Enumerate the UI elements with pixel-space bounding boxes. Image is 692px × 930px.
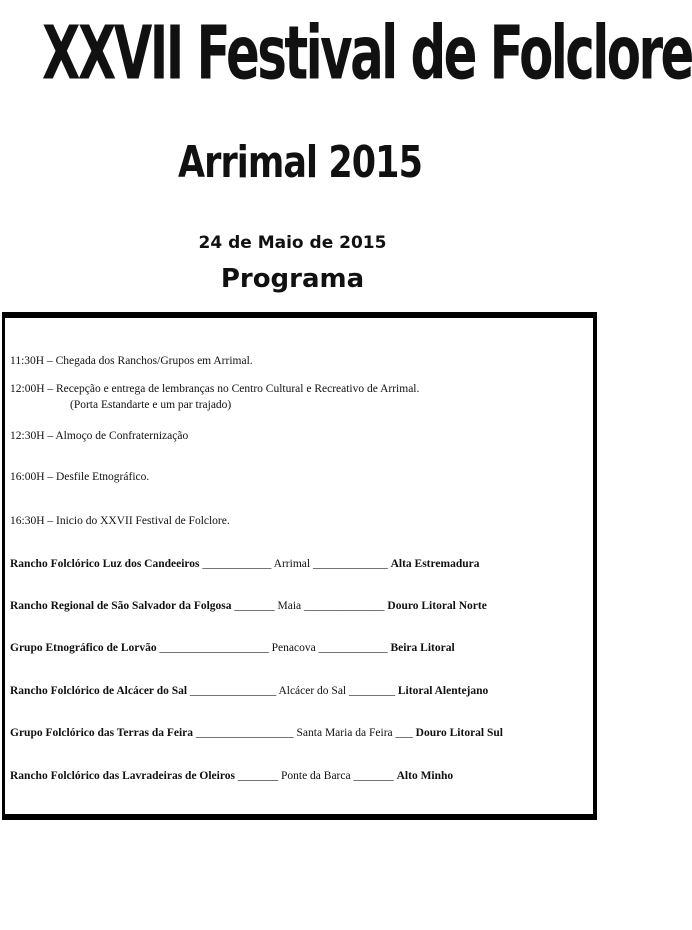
schedule-time: 12:00H [10,383,45,395]
festival-subtitle: Arrimal 2015 [178,136,422,188]
separator: ____________ [202,558,272,570]
group-place: Ponte da Barca [280,770,351,782]
separator: ______________ [304,600,385,612]
separator: ___________________ [159,642,269,654]
schedule-item [10,429,188,443]
group-name: Rancho Folclórico das Lavradeiras de Oleiros [10,770,235,782]
separator: _______ [237,770,279,782]
schedule-text: Desfile Etnográfico. [56,471,150,483]
schedule-time: 11:30H [10,355,45,367]
dash: – [47,383,54,395]
schedule-text: Recepção e entrega de lembranças no Centro Cultural e Recreativo de Arrimal. [56,383,420,395]
group-place: Maia [277,600,302,612]
group-region: Litoral Alentejano [397,685,489,697]
dash: – [47,430,54,442]
schedule-item [10,354,253,368]
dash: – [47,515,54,527]
group-row [10,684,488,698]
group-region: Alta Estremadura [390,558,480,570]
dash: – [47,471,54,483]
separator: ________ [349,685,396,697]
group-region: Douro Litoral Sul [415,727,503,739]
group-name: Grupo Etnográfico de Lorvão [10,642,157,654]
separator: _______________ [189,685,277,697]
group-name: Grupo Folclórico das Terras da Feira [10,727,194,739]
group-name: Rancho Folclórico Luz dos Candeeiros [10,558,200,570]
separator: _______ [353,770,394,782]
schedule-time: 16:00H [10,471,45,483]
program-box [2,312,597,820]
separator: ___ [395,727,413,739]
schedule-text: Almoço de Confraternização [55,430,189,442]
group-row [10,641,455,655]
group-name: Rancho Folclórico de Alcácer do Sal [10,685,188,697]
group-name: Rancho Regional de São Salvador da Folgosa [10,600,232,612]
dash: – [46,355,53,367]
group-place: Penacova [271,642,316,654]
schedule-time: 16:30H [10,515,45,527]
group-row [10,769,453,783]
schedule-item [10,514,230,528]
group-row [10,726,503,740]
group-region: Alto Minho [396,770,454,782]
separator: _______ [234,600,275,612]
separator: _________________ [195,727,294,739]
group-place: Santa Maria da Feira [296,727,393,739]
schedule-time: 12:30H [10,430,45,442]
group-place: Alcácer do Sal [278,685,347,697]
schedule-item [10,382,419,396]
schedule-text: Chegada dos Ranchos/Grupos em Arrimal. [55,355,253,367]
section-heading: Programa [220,264,365,294]
group-place: Arrimal [273,558,311,570]
group-row [10,557,479,571]
festival-title: XXVII Festival de Folclore [42,9,692,97]
group-region: Douro Litoral Norte [387,600,487,612]
schedule-item [10,470,149,484]
schedule-text: Inicio do XXVII Festival de Folclore. [56,515,230,527]
group-region: Beira Litoral [390,642,455,654]
event-date: 24 de Maio de 2015 [198,233,387,253]
separator: _____________ [312,558,388,570]
group-row [10,599,487,613]
separator: ____________ [318,642,388,654]
schedule-note: (Porta Estandarte e um par trajado) [70,399,232,411]
